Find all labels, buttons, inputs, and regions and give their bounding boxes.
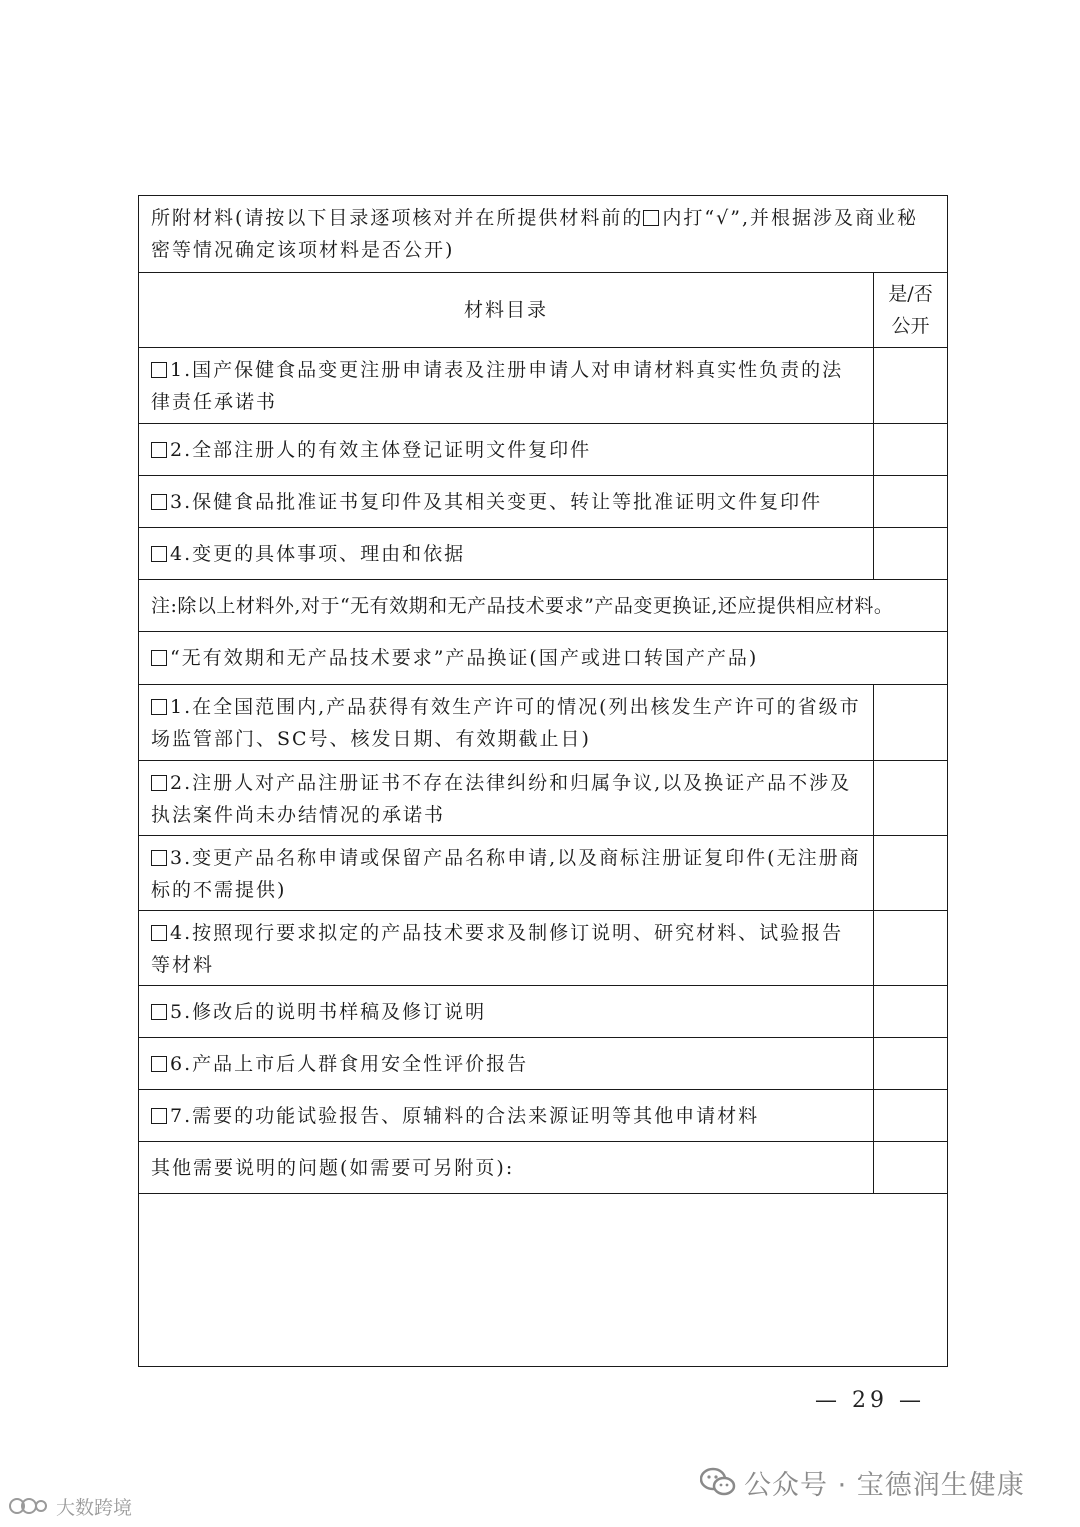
checkbox-icon[interactable] [151, 442, 167, 458]
item-b-3 [139, 836, 947, 911]
header-public-line1: 是/否 [888, 283, 933, 305]
header-public [873, 273, 947, 347]
item-label: 3.保健食品批准证书复印件及其相关变更、转让等批准证明文件复印件 [170, 490, 823, 513]
section-b-row [139, 632, 947, 685]
notes-area[interactable] [139, 1194, 947, 1366]
item-b-4 [139, 911, 947, 986]
public-cell[interactable] [873, 1142, 947, 1193]
item-label: 4.变更的具体事项、理由和依据 [170, 542, 466, 565]
item-b-2-text [139, 761, 873, 835]
checkbox-icon[interactable] [151, 362, 167, 378]
item-b-4-text [139, 911, 873, 985]
brand-logo-icon [8, 1495, 48, 1517]
item-a-1 [139, 348, 947, 424]
other-row [139, 1142, 947, 1194]
public-cell[interactable] [873, 685, 947, 760]
item-b-3-text [139, 836, 873, 910]
item-b-5-text [139, 986, 873, 1037]
watermark-left-text: 大数跨境 [56, 1496, 133, 1519]
item-label: 3.变更产品名称申请或保留产品名称申请,以及商标注册证复印件(无注册商标的不需提供) [151, 847, 861, 901]
header-public-line2: 公开 [891, 315, 930, 337]
header-title: 材料目录 [463, 299, 548, 321]
public-cell[interactable] [873, 761, 947, 835]
item-b-7 [139, 1090, 947, 1142]
item-a-2 [139, 424, 947, 476]
wechat-icon [700, 1467, 736, 1497]
section-b-title: “无有效期和无产品技术要求”产品换证(国产或进口转国产产品) [170, 647, 759, 669]
watermark-right-text: 公众号 · 宝德润生健康 [744, 1469, 1025, 1501]
public-cell[interactable] [873, 348, 947, 423]
item-label: 4.按照现行要求拟定的产品技术要求及制修订说明、研究材料、试验报告等材料 [151, 922, 844, 976]
checkbox-icon[interactable] [151, 546, 167, 562]
public-cell[interactable] [873, 424, 947, 475]
public-cell[interactable] [873, 1038, 947, 1089]
item-a-4 [139, 528, 947, 580]
item-label: 6.产品上市后人群食用安全性评价报告 [170, 1052, 529, 1075]
item-label: 1.在全国范围内,产品获得有效生产许可的情况(列出核发生产许可的省级市场监管部门、SC号、核发日期、有效期截止日) [151, 696, 861, 750]
item-b-6-text [139, 1038, 873, 1089]
item-label: 2.全部注册人的有效主体登记证明文件复印件 [170, 438, 592, 461]
item-label: 2.注册人对产品注册证书不存在法律纠纷和归属争议,以及换证产品不涉及执法案件尚未办结情况的承诺书 [151, 772, 852, 826]
intro-suffix: 内打“√”,并根据涉及商业秘密等情况确定该项材料是否公开) [151, 207, 918, 261]
public-cell[interactable] [873, 986, 947, 1037]
item-b-2 [139, 761, 947, 836]
item-a-4-text [139, 528, 873, 579]
section-b-text [139, 632, 947, 684]
public-cell[interactable] [873, 1090, 947, 1141]
checkbox-icon [643, 210, 659, 226]
public-cell[interactable] [873, 528, 947, 579]
intro-prefix: 所附材料(请按以下目录逐项核对并在所提供材料前的 [151, 207, 644, 229]
checkbox-icon[interactable] [151, 1056, 167, 1072]
note-row [139, 580, 947, 632]
item-a-1-text [139, 348, 873, 423]
intro-text [139, 196, 947, 272]
checkbox-icon[interactable] [151, 925, 167, 941]
public-cell[interactable] [873, 836, 947, 910]
watermark-left [8, 1491, 132, 1521]
checkbox-icon[interactable] [151, 1108, 167, 1124]
checkbox-icon[interactable] [151, 494, 167, 510]
item-label: 7.需要的功能试验报告、原辅料的合法来源证明等其他申请材料 [170, 1104, 760, 1127]
intro-row [139, 196, 947, 273]
materials-form [138, 195, 948, 1367]
item-a-2-text [139, 424, 873, 475]
other-label: 其他需要说明的问题(如需要可另附页): [151, 1156, 515, 1179]
item-b-6 [139, 1038, 947, 1090]
item-a-3 [139, 476, 947, 528]
public-cell[interactable] [873, 476, 947, 527]
checkbox-icon[interactable] [151, 1004, 167, 1020]
checkbox-icon[interactable] [151, 850, 167, 866]
item-label: 1.国产保健食品变更注册申请表及注册申请人对申请材料真实性负责的法律责任承诺书 [151, 359, 844, 413]
item-label: 5.修改后的说明书样稿及修订说明 [170, 1000, 487, 1023]
checkbox-icon[interactable] [151, 775, 167, 791]
item-b-1 [139, 685, 947, 761]
checkbox-icon[interactable] [151, 699, 167, 715]
checkbox-icon[interactable] [151, 650, 167, 666]
header-row [139, 273, 947, 348]
note-text: 注:除以上材料外,对于“无有效期和无产品技术要求”产品变更换证,还应提供相应材料。 [151, 594, 894, 617]
watermark-right [700, 1460, 1025, 1504]
public-cell[interactable] [873, 911, 947, 985]
item-b-7-text [139, 1090, 873, 1141]
item-b-5 [139, 986, 947, 1038]
page-number: — 29 — [815, 1388, 925, 1413]
item-a-3-text [139, 476, 873, 527]
item-b-1-text [139, 685, 873, 760]
